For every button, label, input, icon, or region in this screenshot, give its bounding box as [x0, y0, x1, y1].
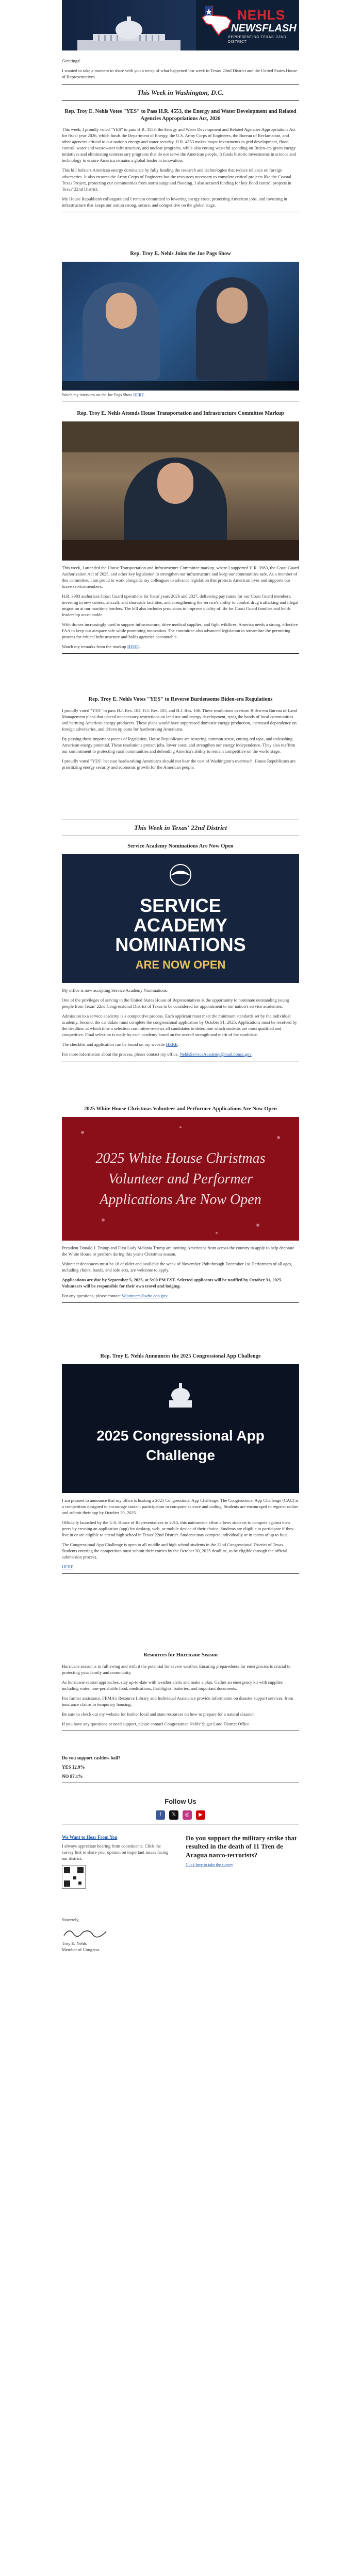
poll-yes-result: YES 12.9% — [62, 1765, 85, 1770]
article-paragraph: The Congressional App Challenge is open to all middle and high school students in the 22nd Congressional District of Texas. Students entering the competition must submit their entries by the October 30, 2025 deadline, to be eligible through the official submission process. — [62, 1541, 288, 1560]
signoff-text: Sincerely, — [62, 1917, 80, 1922]
instagram-icon[interactable]: ◎ — [183, 1810, 192, 1820]
article-paragraph: If you have any questions or need support, please contact Congressman Nehls' Sugar Land District Office. — [62, 1721, 251, 1726]
header-subtitle: NEWSFLASH — [231, 23, 297, 34]
divider — [62, 84, 299, 85]
texas-flag-map-icon — [201, 5, 233, 36]
article-paragraph: The checklist and application can be found on my website HERE. — [62, 1041, 179, 1047]
week-district-heading: This Week in Texas' 22nd District — [134, 824, 227, 832]
week-dc-heading-block — [62, 81, 299, 104]
app-challenge-graphic — [62, 1364, 299, 1493]
article-title: Rep. Troy E. Nehls Attends House Transportation and Infrastructure Committee Markup — [77, 411, 284, 416]
article-paragraph: Be sure to check out my website for further local and state resources on how to prepare for a natural disaster. — [62, 1711, 255, 1717]
xmas-line3: Applications Are Now Open — [100, 1191, 261, 1208]
academy-email-link[interactable]: NehlsServiceAcademy@mail.house.gov — [179, 1051, 252, 1057]
article-paragraph: Officially launched by the U.S. House of Representatives in 2015, this nationwide effort allows students to compete against their peers by creating an application (app) for desktop, web, or mobile device of their choice. Students are eligible to participate if they live in or are eligible to attend high school in Texas' 22nd District. Students may compete individually or in teams of up to four. — [62, 1519, 294, 1537]
article-paragraph: I proudly voted "YES" to pass H.J. Res. 104, H.J. Res. 105, and H.J. Res. 106. These resolutions overturn Biden-era Bureau of Land Management plans that placed unnecessary restrictions on land use and energy development, tying the hands of local communities and harming American energy producers. These plans would have suppressed domestic energy production, increased dependence on foreign adversaries, and driven up costs for hardworking Americans. — [62, 707, 297, 732]
academy-website-link[interactable]: HERE — [166, 1041, 178, 1047]
academy-checklist-text: The checklist and application can be found on my website — [62, 1041, 166, 1047]
follow-section — [62, 1793, 299, 1827]
header-title: NEHLS — [237, 7, 286, 23]
interview-face-left — [106, 293, 137, 329]
app-challenge-link[interactable]: HERE — [62, 1564, 74, 1569]
youtube-icon[interactable]: ▶ — [196, 1810, 205, 1820]
article-app-challenge — [62, 1350, 299, 1577]
hearing-dais — [62, 540, 299, 561]
joe-pags-link[interactable]: HERE — [133, 392, 144, 397]
article-paragraph: President Donald J. Trump and First Lady Melania Trump are inviting Americans from across the country to apply to help decorate the White House or perform during this year's Christmas season. — [62, 1245, 294, 1257]
article-paragraph: This bill bolsters American energy dominance by fully funding the research and technologies that reduce reliance on foreign adversaries. It also ensures the Army Corps of Engineers has the resources necessary to complete critical projects like the Coastal Texas Project, protecting our communities from storm surge and flooding. I also secured funding for key flood control projects in Texas' 22nd District. — [62, 167, 291, 192]
academy-contact-text: For more information about the process, please contact my office. — [62, 1051, 179, 1057]
markup-remarks-text: Watch my remarks from the markup — [62, 643, 127, 649]
article-paragraph: My House Republican colleagues and I remain committed to lowering energy costs, protecting American jobs, and investing in infrastructure that keeps our nation strong, secure, and competitive on the global stage. — [62, 196, 287, 208]
greeting: Greetings! — [62, 58, 81, 63]
service-academy-graphic — [62, 854, 299, 983]
article-paragraph — [62, 1564, 299, 1570]
article-paragraph: One of the privileges of serving in the United States House of Representatives is the opportunity to nominate outstanding young people from Texas' 22nd Congressional District of Texas to be considered for appointment to our nation's service academies. — [62, 997, 289, 1009]
facebook-icon[interactable]: f — [156, 1810, 165, 1820]
social-icons — [62, 1810, 299, 1820]
article-paragraph: I am pleased to announce that my office is hosting a 2025 Congressional App Challenge. The Congressional App Challenge (CAC) is a competition designed to encourage student participation in computer science and coding. Students are encouraged to register online and submit their app by October 30, 2025. — [62, 1497, 299, 1515]
video-lower-third — [62, 381, 299, 391]
survey-section — [62, 1834, 299, 1896]
joe-pags-video-thumbnail[interactable] — [62, 262, 299, 391]
academy-line1: SERVICE — [140, 894, 221, 916]
article-title: Rep. Troy E. Nehls Votes "YES" to Pass H.R. 4553, the Energy and Water Development and Related Agencies Appropriations Act, 2026 — [64, 109, 297, 122]
hearing-room-wall — [62, 421, 299, 452]
article-paragraph: This week, I proudly voted "YES" to pass H.R. 4553, the Energy and Water Development and Related Agencies Appropriations Act for fiscal year 2026, which funds the Department of Energy, the U.S. Army Corps of Engineers, the Bureau of Reclamation, and other agencies critical to our nation's energy and water security. H.R. 4553 makes major investments in grid development, flood control, water and wastewater infrastructure, and nuclear programs, while also cutting wasteful spending on Biden-era green energy initiatives and eliminating unnecessary programs that do not serve the American people. It funds historic investments in science and technology to ensure America remains a global leader in innovation. — [62, 127, 296, 163]
markup-photo — [62, 421, 299, 561]
divider — [62, 1573, 299, 1574]
interview-face-right — [217, 287, 248, 324]
signature-icon — [62, 1926, 108, 1939]
survey-link[interactable]: Click here to take the survey — [186, 1862, 233, 1867]
article-paragraph: Admission to a service academy is a competitive process. Each applicant must meet the minimum standards set by the individual academy. Second, the candidate must complete the congressional application by October 31, 2025. Applications must be received by the deadline, at which time a selection committee reviews all candidates to determine which students are most qualified and competitive. Final selection is made by each academy based on the overall strength and merit of the candidate. — [62, 1013, 297, 1037]
article-paragraph: This week, I attended the House Transportation and Infrastructure Committee markup, where I supported H.R. 3983, the Coast Guard Authorization Act of 2025, and other key legislation to strengthen our infrastructure and keep our communities safe. As a member of this committee, I am proud to work alongside my colleagues to advance legislation that protects American lives and supports our brave servicemembers. — [62, 565, 299, 589]
xmas-contact-text: For any questions, please contact — [62, 1293, 122, 1298]
twitter-icon[interactable]: 𝕏 — [169, 1810, 178, 1820]
article-paragraph: As hurricane season approaches, stay up-to-date with weather alerts and make a plan. Gather an emergency kit with supplies including water, non-perishable food, medications, flashlights, batteries, and important documents. — [62, 1679, 283, 1691]
capitol-dome-icon — [165, 1380, 196, 1411]
divider — [62, 653, 299, 654]
poll-results — [62, 1752, 299, 1786]
xmas-line2: Volunteer and Performer — [108, 1171, 253, 1187]
article-energy-water — [62, 105, 299, 215]
signoff — [62, 1917, 299, 1953]
signoff-role: Member of Congress — [62, 1947, 100, 1953]
poll-no-result: NO 87.1% — [62, 1774, 83, 1780]
survey-left-body: I always appreciate hearing from constituents. Click the survey link to share your opinion on important issues facing our district. — [62, 1843, 169, 1861]
speaker-face — [157, 463, 193, 504]
academy-line2: ACADEMY — [133, 914, 227, 936]
article-paragraph: Applications are due by September 5, 2025, at 5:00 PM EST. Selected applicants will be notified by October 31, 2025. Volunteers will be responsible for their own travel and lodging. — [62, 1277, 283, 1289]
article-biden-regulations — [62, 693, 299, 774]
article-paragraph: Watch my remarks from the markup HERE. — [62, 643, 140, 649]
survey-left — [62, 1834, 170, 1890]
intro-body: I wanted to take a moment to share with you a recap of what happened last week in Texas' 22nd District and the United States House of Representatives. — [62, 68, 298, 80]
divider — [62, 100, 299, 101]
week-district-heading-block — [62, 817, 299, 839]
academy-line3: NOMINATIONS — [115, 934, 246, 955]
article-title: Rep. Troy E. Nehls Announces the 2025 Congressional App Challenge — [100, 1353, 261, 1359]
article-paragraph: For any questions, please contact Volunteers@who.eop.gov. — [62, 1293, 169, 1298]
article-title: Rep. Troy E. Nehls Joins the Joe Pags Show — [130, 251, 231, 257]
article-title: Service Academy Nominations Are Now Open — [127, 843, 234, 849]
cac-line1: 2025 Congressional App — [96, 1427, 265, 1444]
survey-question: Do you support the military strike that resulted in the death of 11 Tren de Aragua narco-terrorists? — [186, 1834, 297, 1859]
poll-question: Do you support cashless bail? — [62, 1755, 121, 1760]
xmas-email-link[interactable]: Volunteers@who.eop.gov — [121, 1293, 168, 1298]
article-white-house-christmas — [62, 1103, 299, 1306]
academy-line4: ARE NOW OPEN — [135, 958, 226, 971]
article-title: 2025 White House Christmas Volunteer and Performer Applications Are Now Open — [84, 1106, 277, 1112]
article-title: Resources for Hurricane Season — [143, 1652, 218, 1658]
cac-line2: Challenge — [146, 1447, 215, 1463]
eagle-seal-icon — [165, 863, 196, 886]
article-service-academy — [62, 840, 299, 1064]
divider — [62, 1302, 299, 1303]
christmas-graphic — [62, 1117, 299, 1241]
survey-left-title[interactable]: We Want to Hear From You — [62, 1835, 118, 1840]
article-paragraph: My office is now accepting Service Academy Nominations. — [62, 987, 168, 993]
article-paragraph — [62, 1051, 299, 1057]
newsletter-header — [62, 0, 299, 50]
article-paragraph: H.R. 3983 authorizes Coast Guard operations for fiscal years 2026 and 2027, delivering pay raises for our Coast Guard members, investing in new cutters, aircraft, and shoreside facilities, and strengthening the service's ability to combat drug trafficking and illegal migration at our maritime borders. The bill also includes provisions to improve quality of life for Coast Guard families and holds leadership accountable. — [62, 593, 299, 617]
article-paragraph: With drones increasingly used to support infrastructure, drive medical supplies, and fight wildfires, America needs a strong, effective FAA to keep our airspace safe while promoting innovation. The committee also advanced legislation to streamline the permitting process for critical infrastructure and holds agencies accountable. — [62, 621, 298, 639]
header-tagline: REPRESENTING TEXAS' 22ND DISTRICT — [228, 36, 287, 44]
markup-remarks-link[interactable]: HERE — [127, 643, 139, 649]
caption-text: Watch my interview on the Joe Pags Show — [62, 392, 134, 397]
article-paragraph: By passing these important pieces of legislation, House Republicans are restoring common sense, cutting red tape, and unleashing American energy potential. These resolutions protect jobs, lower costs, and strengthen our energy independence. They also reaffirm our commitment to protecting rural communities and defending America's ability to remain competitive on the world stage. — [62, 736, 296, 754]
capitol-icon — [72, 14, 186, 50]
signoff-name: Troy E. Nehls — [62, 1941, 87, 1946]
article-paragraph: I proudly voted "YES" because hardworking Americans should not bear the cost of Washington's overreach. House Republicans are prioritizing energy security and economic growth for the American people. — [62, 758, 296, 770]
survey-right — [186, 1834, 299, 1868]
article-paragraph: Hurricane season is in full swing and with it the potential for severe weather. Ensuring preparedness for emergencies is crucial to protecting your family and community. — [62, 1663, 291, 1675]
caption-suffix: . — [144, 392, 145, 397]
article-title: Rep. Troy E. Nehls Votes "YES" to Reverse Burdensome Biden-era Regulations — [88, 697, 273, 702]
article-joe-pags — [62, 247, 299, 404]
joe-pags-caption — [62, 393, 299, 398]
article-hurricane-resources — [62, 1649, 299, 1734]
qr-code-icon[interactable] — [62, 1865, 86, 1889]
xmas-line1: 2025 White House Christmas — [95, 1150, 266, 1166]
follow-title: Follow Us — [165, 1798, 196, 1805]
intro-section — [62, 58, 299, 83]
article-paragraph: Volunteer decorators must be 18 or older and available the week of November 28th through December 1st. Performers of all ages, including choirs, bands, and solo acts, are welcome to apply. — [62, 1261, 292, 1273]
week-dc-heading: This Week in Washington, D.C. — [137, 89, 224, 96]
article-transportation-markup — [62, 407, 299, 657]
article-paragraph: For further assistance, FEMA's Resource Library and Individual Assistance provide information on disaster support services, from insurance claims to temporary housing. — [62, 1695, 293, 1707]
